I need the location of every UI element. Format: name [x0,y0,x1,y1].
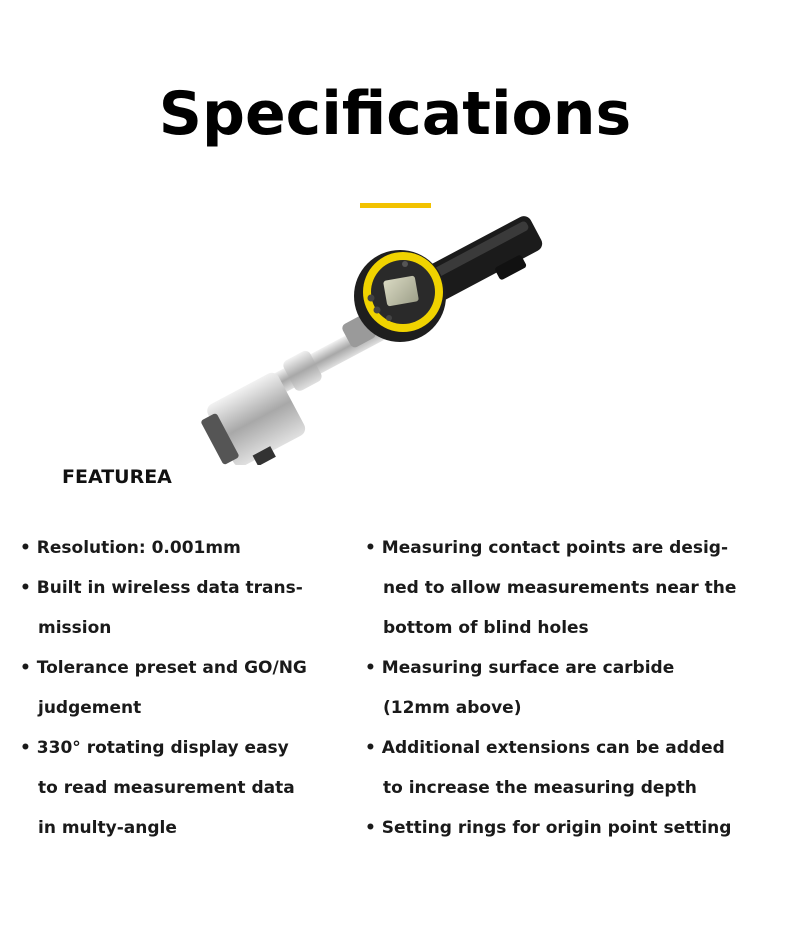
list-item: • Tolerance preset and GO/NG [20,658,307,678]
list-item: mission [38,618,112,638]
features-heading: FEATUREA [62,466,172,488]
list-item: • Measuring contact points are desig- [365,538,729,558]
list-item: • 330° rotating display easy [20,738,289,758]
list-item: bottom of blind holes [383,618,589,638]
list-item: • Resolution: 0.001mm [20,538,241,558]
right-feature-list [365,532,785,852]
list-item: • Setting rings for origin point setting [365,818,732,838]
list-item: • Measuring surface are carbide [365,658,675,678]
digital-bore-gauge-icon [195,200,565,465]
list-item: judgement [38,698,142,718]
list-item: in multy-angle [38,818,177,838]
list-item: (12mm above) [383,698,522,718]
list-item: • Additional extensions can be added [365,738,725,758]
page-title: Specifications [158,79,632,149]
list-item: ned to allow measurements near the [383,578,737,598]
left-feature-list [20,532,360,852]
list-item: to increase the measuring depth [383,778,697,798]
list-item: to read measurement data [38,778,295,798]
list-item: • Built in wireless data trans- [20,578,303,598]
